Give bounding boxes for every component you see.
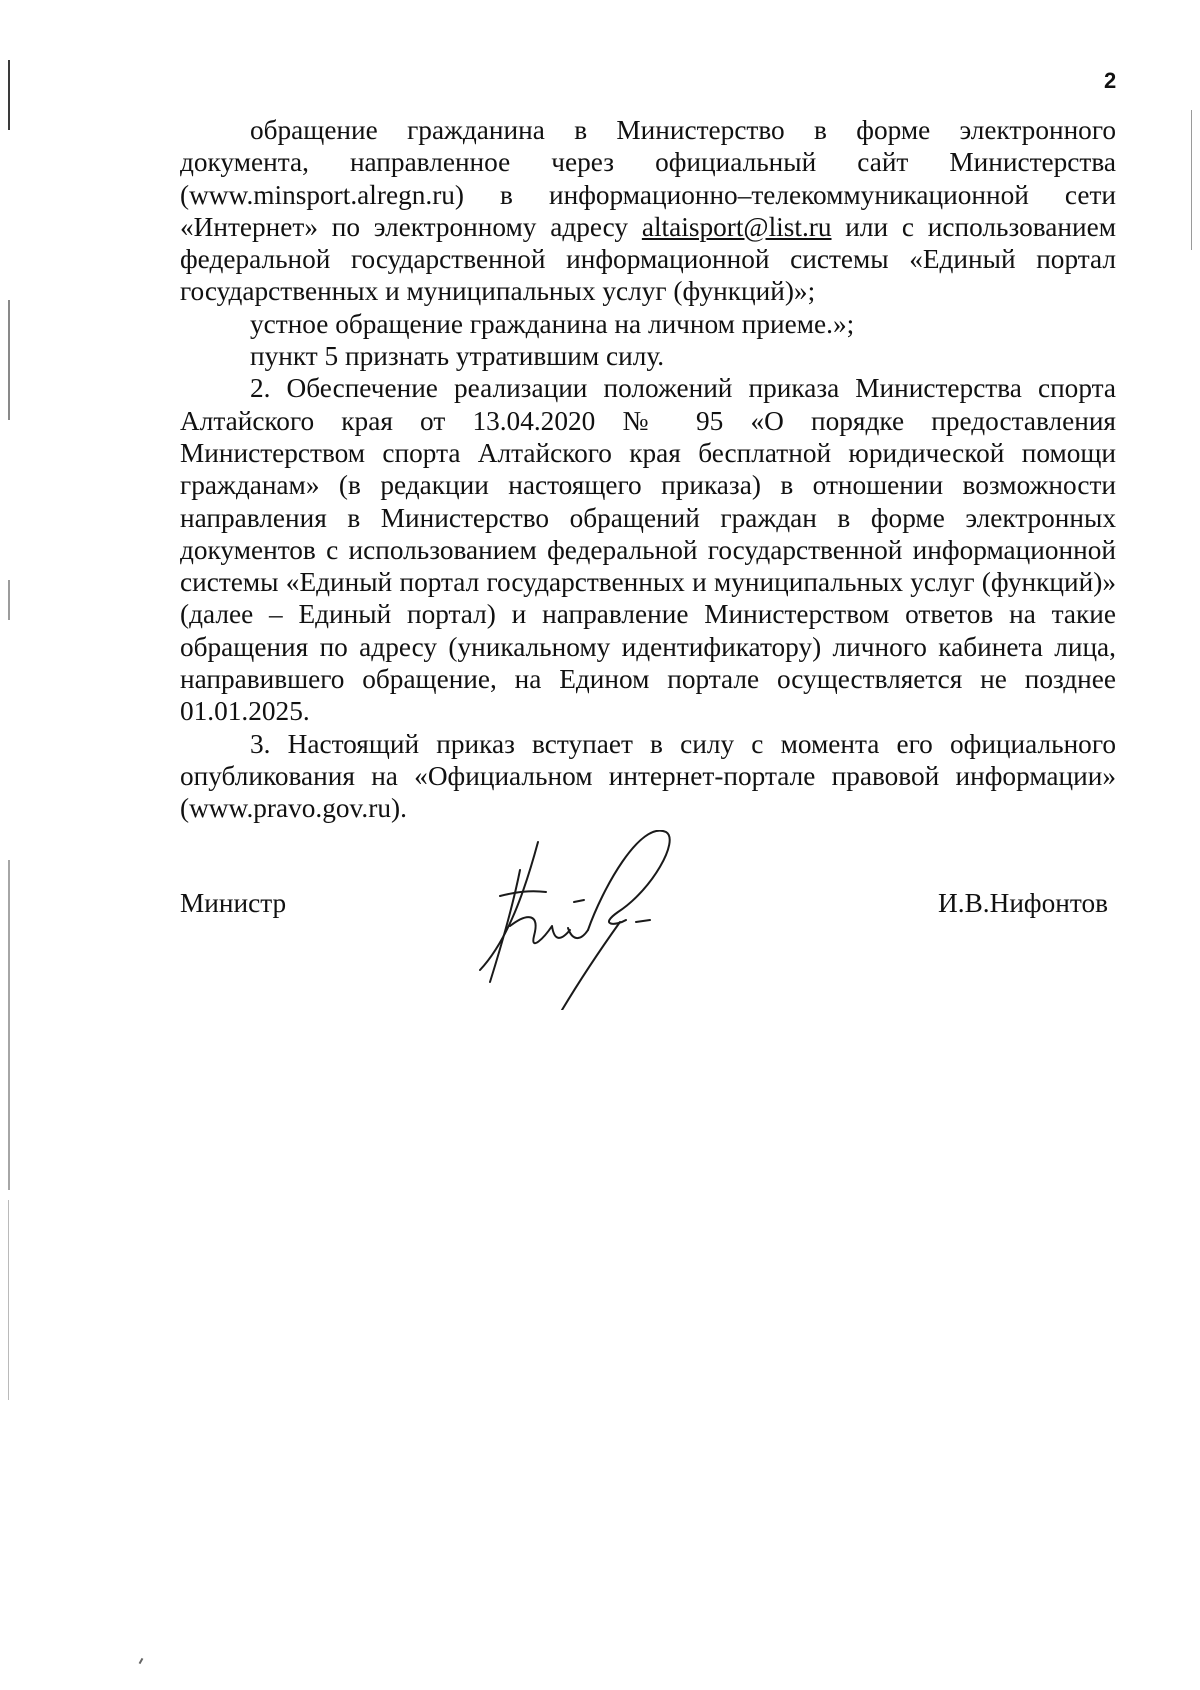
signatory-title: Министр bbox=[180, 888, 287, 918]
scan-edge-mark bbox=[1191, 110, 1192, 250]
document-body bbox=[180, 114, 1116, 825]
scan-speck bbox=[139, 1658, 144, 1664]
paragraph-clause-5: пункт 5 признать утратившим силу. bbox=[250, 341, 665, 372]
paragraph-item-2: 2. Обеспечение реализации положений приказа Министерства спорта Алтайского края от 13.04.2020 № 95 «О порядке предоставления Министерством спорта Алтайского края бесплатной юридической помощи гражданам» (в редакции настоящего приказа) в отношении возможности направления в Министерство обращений граждан в форме электронных документов с использованием федеральной государственной информационной системы «Единый портал государственных и муниципальных услуг (функций)» (далее – Единый портал) и направление Министерством ответов на такие обращения по адресу (уникальному идентификатору) личного кабинета лица, направившего обращение, на Едином портале осуществляется не позднее 01.01.2025. bbox=[180, 373, 1116, 727]
paragraph-text: обращение гражданина в Министерство в форме электронного документа, направленное через официальный сайт Министерства (www.minsport.alregn.ru) в информационно–телекоммуникационной сети «Интернет» по электронному адресу bbox=[180, 115, 1116, 242]
scan-edge-mark bbox=[8, 1200, 9, 1400]
email-link[interactable]: altaisport@list.ru bbox=[641, 211, 832, 242]
scan-edge-mark bbox=[8, 60, 10, 130]
scan-edge-mark bbox=[8, 300, 10, 420]
paragraph-text: или с использованием федеральной государственной информационной системы «Единый портал государственных и муниципальных услуг (функций)»; bbox=[180, 211, 1117, 307]
paragraph-item-3: 3. Настоящий приказ вступает в силу с момента его официального опубликования на «Официальном интернет-портале правовой информации» (www.pravo.gov.ru). bbox=[180, 728, 1116, 824]
paragraph-electronic-appeal bbox=[180, 114, 1116, 308]
scan-edge-mark bbox=[8, 860, 10, 1190]
page-number: 2 bbox=[1104, 68, 1117, 93]
signatory-name: И.В.Нифонтов bbox=[938, 888, 1108, 918]
scan-edge-mark bbox=[8, 580, 10, 620]
handwritten-signature bbox=[470, 830, 710, 1010]
paragraph-oral-appeal: устное обращение гражданина на личном приеме.»; bbox=[250, 308, 855, 339]
